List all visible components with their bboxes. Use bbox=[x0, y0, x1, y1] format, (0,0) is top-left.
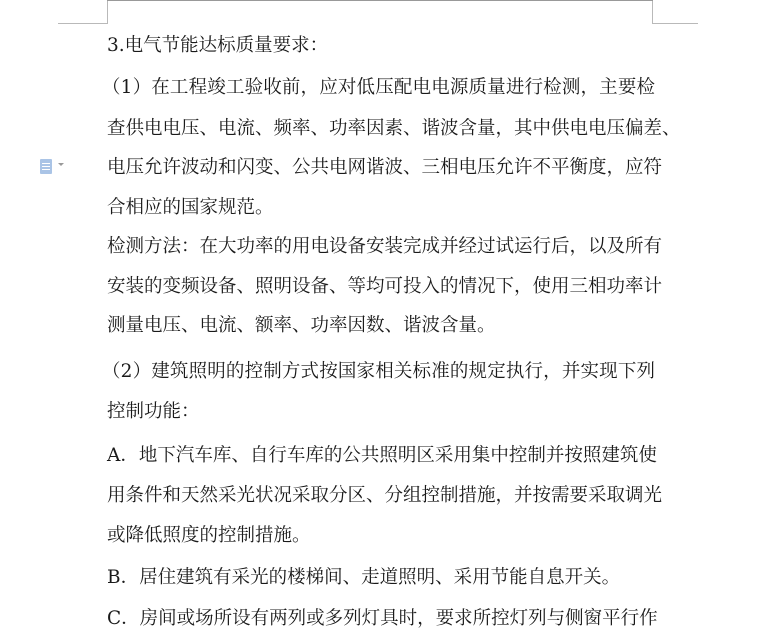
page-corner-right-vertical bbox=[652, 0, 653, 24]
text-line: 安装的变频设备、照明设备、等均可投入的情况下，使用三相功率计 bbox=[107, 276, 663, 297]
page-corner-right-horizontal bbox=[652, 23, 698, 24]
text-line: 检测方法：在大功率的用电设备安装完成并经过试运行后，以及所有 bbox=[107, 236, 663, 257]
heading-line: 3.电气节能达标质量要求： bbox=[107, 35, 329, 56]
text-line: 查供电电压、电流、频率、功率因素、谐波含量，其中供电电压偏差、 bbox=[107, 118, 681, 139]
text-line: A．地下汽车库、自行车库的公共照明区采用集中控制并按照建筑使 bbox=[107, 445, 657, 466]
text-line: 或降低照度的控制措施。 bbox=[107, 525, 311, 546]
text-line: 电压允许波动和闪变、公共电网谐波、三相电压允许不平衡度，应符 bbox=[107, 157, 663, 178]
page-top-edge bbox=[107, 0, 653, 1]
text-line: 用条件和天然采光状况采取分区、分组控制措施，并按需要采取调光 bbox=[107, 485, 663, 506]
text-line: 测量电压、电流、额率、功率因数、谐波含量。 bbox=[107, 315, 496, 336]
page-corner-left-vertical bbox=[107, 0, 108, 24]
text-line: （1）在工程竣工验收前，应对低压配电电源质量进行检测，主要检 bbox=[102, 77, 655, 98]
page-corner-left-horizontal bbox=[58, 23, 108, 24]
text-line: C．房间或场所设有两列或多列灯具时，要求所控灯列与侧窗平行作 bbox=[107, 608, 658, 629]
text-line: 合相应的国家规范。 bbox=[107, 197, 274, 218]
text-line: （2）建筑照明的控制方式按国家相关标准的规定执行，并实现下列 bbox=[102, 361, 655, 382]
text-line: 控制功能： bbox=[107, 401, 200, 422]
chevron-down-icon[interactable] bbox=[58, 163, 64, 166]
paragraph-layout-icon[interactable] bbox=[40, 159, 52, 174]
text-line: B．居住建筑有采光的楼梯间、走道照明、采用节能自息开关。 bbox=[107, 567, 621, 588]
